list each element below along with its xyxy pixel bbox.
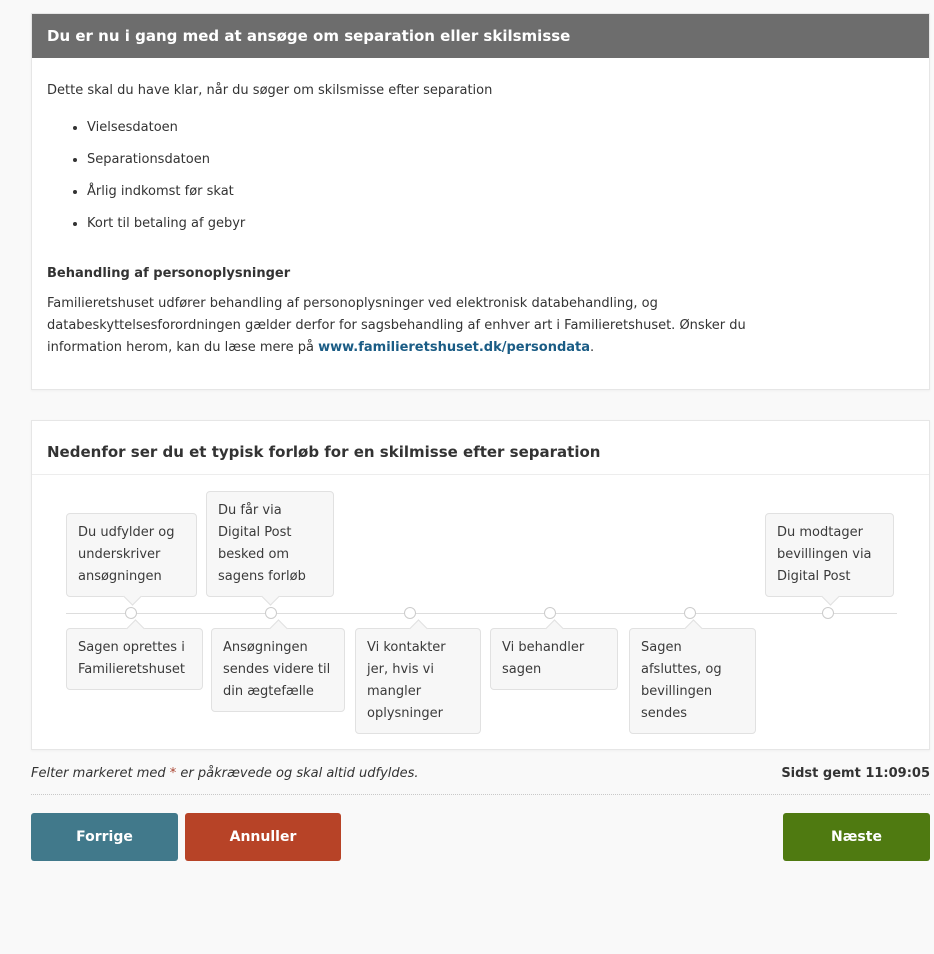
privacy-heading: Behandling af personoplysninger (47, 266, 291, 281)
timeline-line (66, 613, 897, 614)
timeline-dot (404, 607, 416, 619)
timeline-step-top-1: Du udfylder og underskriver ansøgningen (66, 513, 197, 597)
timeline-step-bottom-3: Vi kontakter jer, hvis vi mangler oplysninger (355, 628, 481, 734)
checklist (47, 120, 914, 231)
intro-card (31, 13, 930, 390)
intro-card-body (32, 58, 929, 389)
checklist-item: • Vielsesdatoen (87, 120, 914, 135)
timeline-step-top-2: Du får via Digital Post besked om sagens forløb (206, 491, 334, 597)
timeline-dot (822, 607, 834, 619)
timeline-step-bottom-2: Ansøgningen sendes videre til din ægtefælle (211, 628, 345, 712)
checklist-item: • Årlig indkomst før skat (87, 184, 914, 199)
privacy-text-after: . (590, 340, 595, 355)
timeline-step-bottom-5: Sagen afsluttes, og bevillingen sendes (629, 628, 756, 734)
required-fields-note (31, 766, 419, 781)
timeline-step-bottom-1: Sagen oprettes i Familieretshuset (66, 628, 203, 690)
intro-text: Dette skal du have klar, når du søger om skilsmisse efter separation (47, 83, 493, 98)
persondata-link[interactable]: www.familieretshuset.dk/persondata (318, 340, 591, 355)
previous-button[interactable]: Forrige (31, 813, 178, 861)
checklist-item: • Kort til betaling af gebyr (87, 216, 914, 231)
timeline (32, 475, 929, 749)
timeline-step-top-3: Du modtager bevillingen via Digital Post (765, 513, 894, 597)
step-header-bar (32, 14, 929, 58)
required-asterisk: * (169, 766, 177, 781)
privacy-text-before: Familieretshuset udfører behandling af personoplysninger ved elektronisk databehandling, og databeskyttelsesforordningen gælder derfor for sagsbehandling af enhver art i Familieretshuset. Ønsker du information herom, kan du læse mere på (47, 296, 746, 355)
last-saved-status: Sidst gemt 11:09:05 (781, 766, 930, 781)
required-note-after: er påkrævede og skal altid udfyldes. (176, 766, 419, 781)
timeline-card (31, 420, 930, 750)
timeline-dot (544, 607, 556, 619)
timeline-title: Nedenfor ser du et typisk forløb for en skilmisse efter separation (32, 421, 929, 475)
cancel-button[interactable]: Annuller (185, 813, 341, 861)
navigation-buttons (31, 813, 930, 861)
timeline-step-bottom-4: Vi behandler sagen (490, 628, 618, 690)
timeline-dot (684, 607, 696, 619)
timeline-dot (265, 607, 277, 619)
checklist-item: • Separationsdatoen (87, 152, 914, 167)
required-note-before: Felter markeret med (31, 766, 170, 781)
form-footer (31, 766, 930, 795)
privacy-paragraph (47, 293, 767, 359)
next-button[interactable]: Næste (783, 813, 930, 861)
timeline-dot (125, 607, 137, 619)
step-header-title: Du er nu i gang med at ansøge om separation eller skilsmisse (47, 27, 571, 45)
